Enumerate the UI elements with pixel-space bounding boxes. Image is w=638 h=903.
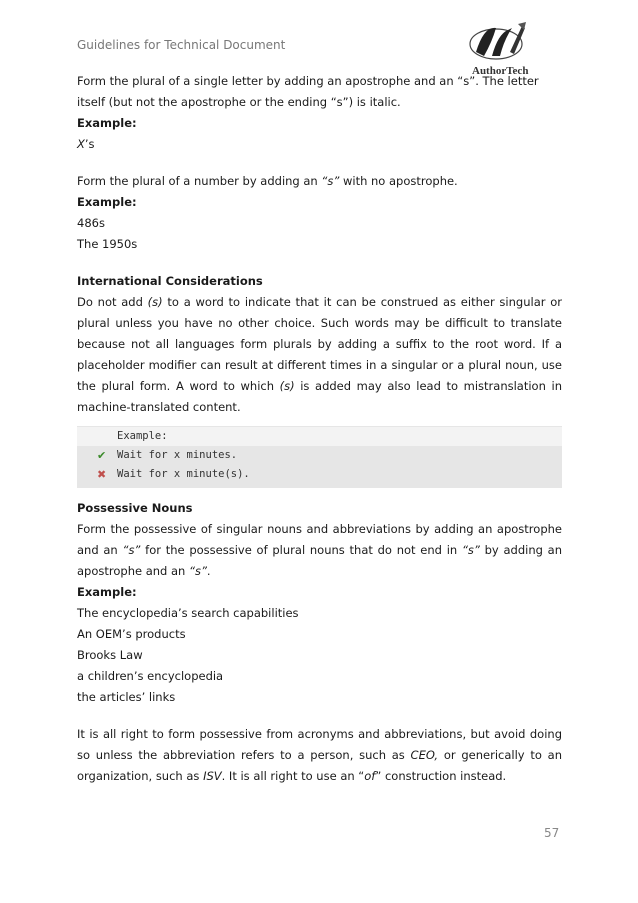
acronyms-paragraph: It is all right to form possessive from acronyms and abbreviations, but avoid doing so unless the abbreviation refers to a person, such as CEO, or generically to an organization, such as ISV. It is all right to use an “of” construction instead. xyxy=(77,727,562,783)
example-line: The 1950s xyxy=(77,237,138,251)
plural-letter-paragraph: Form the plural of a single letter by adding an apostrophe and an “s”. The letter itself (but not the apostrophe or the ending “s”) is italic. xyxy=(77,74,539,109)
svg-text:AuthorTech: AuthorTech xyxy=(472,65,529,77)
document-body xyxy=(77,71,562,787)
code-example-label: Example: xyxy=(77,427,562,446)
running-header: Guidelines for Technical Document xyxy=(77,38,286,52)
possessive-paragraph: Form the possessive of singular nouns and abbreviations by adding an apostrophe and an “s” for the possessive of plural nouns that do not end in “s” by adding an apostrophe and an “s”. xyxy=(77,522,562,578)
authortech-logo xyxy=(462,22,534,78)
example-line: 486s xyxy=(77,216,105,230)
example-line: X’s xyxy=(77,137,95,151)
example-line: Brooks Law xyxy=(77,648,143,662)
section-heading: Possessive Nouns xyxy=(77,501,193,515)
code-example-box xyxy=(77,426,562,488)
check-icon: ✔ xyxy=(97,449,107,462)
code-bad-line: ✖ Wait for x minute(s). xyxy=(77,465,562,484)
example-line: a children’s encyclopedia xyxy=(77,669,224,683)
section-heading: International Considerations xyxy=(77,274,263,288)
example-label: Example: xyxy=(77,195,137,209)
page-number: 57 xyxy=(544,826,560,840)
example-line: An OEM’s products xyxy=(77,627,186,641)
example-line: The encyclopedia’s search capabilities xyxy=(77,606,299,620)
example-line: the articles’ links xyxy=(77,690,176,704)
example-label: Example: xyxy=(77,116,137,130)
code-good-line: ✔ Wait for x minutes. xyxy=(77,446,562,465)
cross-icon: ✖ xyxy=(97,468,107,481)
example-label: Example: xyxy=(77,585,137,599)
plural-number-paragraph: Form the plural of a number by adding an “s” with no apostrophe. xyxy=(77,174,458,188)
international-paragraph: Do not add (s) to a word to indicate that it can be construed as either singular or plural unless you have no other choice. Such words may be difficult to translate because not all languages form plurals by adding a suffix to the root word. If a placeholder modifier can result at different times in a singular or a plural noun, use the plural form. A word to which (s) is added may also lead to mistranslation in machine-translated content. xyxy=(77,295,562,414)
